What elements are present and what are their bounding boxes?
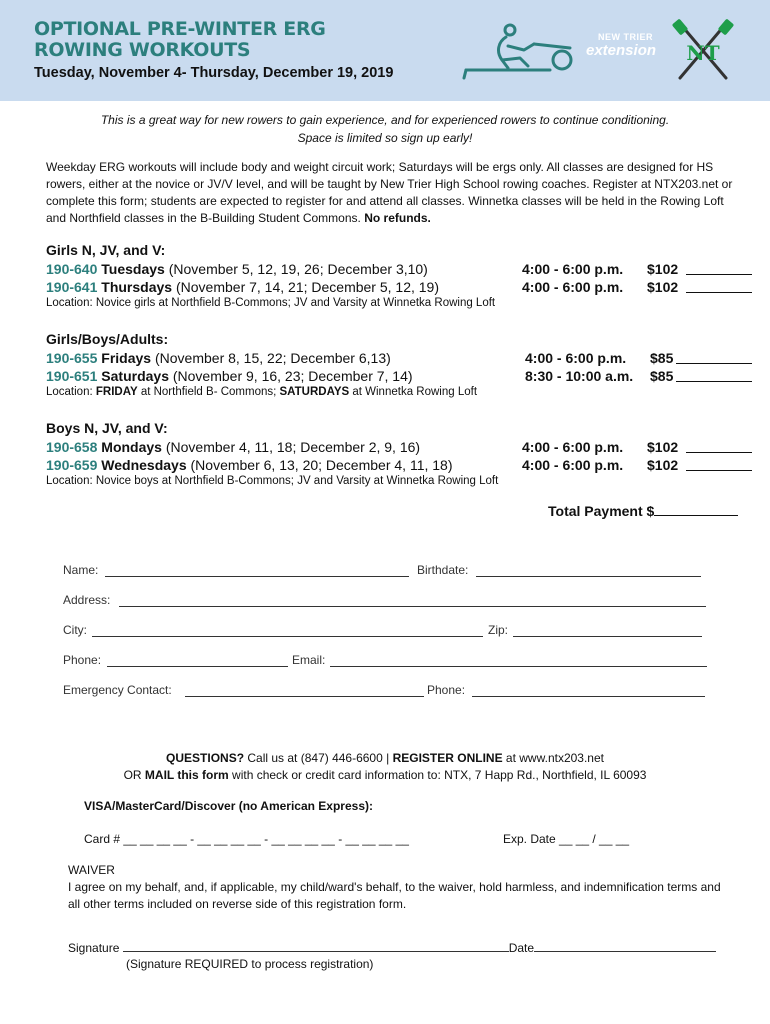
waiver-text: I agree on my behalf, and, if applicable, my child/ward's behalf, to the waiver, hold harmless, and indemnification terms and all other terms included on reverse side of this registration form. [68,880,721,911]
name-row [63,563,708,579]
class-dates: (November 9, 16, 23; December 7, 14) [172,368,413,384]
class-code: 190-651 [46,368,98,384]
signature-note: (Signature REQUIRED to process registration) [126,957,374,971]
accepted-cards: VISA/MasterCard/Discover (no American Express): [84,799,373,813]
waiver-heading: WAIVER [68,863,115,877]
program-description [46,159,736,227]
signature-label: Signature [68,941,120,955]
title-line-1: OPTIONAL PRE-WINTER ERG [34,18,326,40]
date-label: Date [508,941,535,955]
class-dates: (November 6, 13, 20; December 4, 11, 18) [190,457,453,473]
phone-label: Phone: [63,653,102,667]
class-time: 4:00 - 6:00 p.m. [525,350,627,366]
questions-line [40,750,730,767]
name-label: Name: [63,563,99,577]
mail-address-text: with check or credit card information to: NTX, 7 Happ Rd., Northfield, IL 60093 [228,768,647,782]
class-price: $102 [647,261,679,277]
total-payment-label: Total Payment $ [548,503,655,519]
address-label: Address: [63,593,111,607]
enroll-blank[interactable] [686,452,752,453]
mail-form-label: MAIL this form [144,768,229,782]
signature-field[interactable] [123,940,509,952]
class-day: Mondays [101,439,162,455]
emergency-phone-field[interactable] [472,696,705,697]
name-field[interactable] [105,576,409,577]
section-heading: Girls N, JV, and V: [46,242,166,258]
location-text: Location: [46,386,96,398]
section-location: Location: Novice boys at Northfield B-Commons; JV and Varsity at Winnetka Rowing Loft [46,475,499,487]
class-day: Saturdays [101,368,169,384]
class-dates: (November 7, 14, 21; December 5, 12, 19) [175,279,440,295]
class-row [46,438,756,456]
section-location: Location: Novice girls at Northfield B-Commons; JV and Varsity at Winnetka Rowing Loft [46,297,496,309]
class-time: 4:00 - 6:00 p.m. [522,261,624,277]
class-row [46,260,756,278]
enroll-blank[interactable] [676,363,752,364]
address-field[interactable] [119,606,706,607]
rower-icon [462,20,582,80]
class-price: $102 [647,279,679,295]
class-price: $85 [650,368,674,384]
class-time: 4:00 - 6:00 p.m. [522,457,624,473]
emergency-row [63,683,708,699]
emergency-phone-label: Phone: [427,683,466,697]
phone-field[interactable] [107,666,288,667]
class-day: Thursdays [101,279,173,295]
address-row [63,593,708,609]
description-text: Weekday ERG workouts will include body and weight circuit work; Saturdays will be ergs only. All classes are designed for HS rowers, either at the novice or JV/V level, and will be taught by New Trier High School rowing coaches. Register at NTX203.net or complete this form; students are expected to register for and attend all classes. Winnetka classes will be held in the Rowing Loft and Northfield classes in the B-Building Student Commons. [46,160,733,225]
intro-text: This is a great way for new rowers to gain experience, and for experienced rowers to continue conditioning. Space is limited so sign up early! [100,113,670,145]
email-label: Email: [292,653,326,667]
class-day: Fridays [101,350,152,366]
class-price: $102 [647,439,679,455]
total-payment [548,503,738,519]
date-field[interactable] [534,940,716,952]
signature-row [68,940,716,955]
city-label: City: [63,623,87,637]
logo-bottom-text: extension [586,42,657,59]
section-location [46,385,477,400]
location-text: at Winnetka Rowing Loft [349,386,478,398]
enroll-blank[interactable] [686,470,752,471]
class-price: $102 [647,457,679,473]
or-text: OR [123,768,145,782]
class-code: 190-641 [46,279,98,295]
class-code: 190-640 [46,261,98,277]
section-heading: Girls/Boys/Adults: [46,331,169,347]
email-field[interactable] [330,666,707,667]
page-title [34,19,326,61]
location-text: at Northfield B- Commons; [137,386,280,398]
zip-field[interactable] [513,636,702,637]
questions-label: QUESTIONS? [166,751,245,765]
card-number-field[interactable]: Card # __ __ __ __ - __ __ __ __ - __ __ __ __ - __ __ __ __ [84,832,409,846]
class-row [46,367,756,385]
location-day: SATURDAYS [279,386,350,398]
class-time: 4:00 - 6:00 p.m. [522,439,624,455]
class-day: Wednesdays [101,457,187,473]
enroll-blank[interactable] [676,381,752,382]
birthdate-label: Birthdate: [417,563,469,577]
new-trier-extension-logo [586,30,670,66]
nt-monogram: NT [686,41,720,65]
enroll-blank[interactable] [686,292,752,293]
location-day: FRIDAY [95,386,138,398]
logo-top-text: NEW TRIER [598,32,653,42]
register-online-link[interactable]: at www.ntx203.net [502,751,604,765]
emergency-contact-field[interactable] [185,696,424,697]
class-row [46,349,756,367]
enroll-blank[interactable] [686,274,752,275]
section-heading: Boys N, JV, and V: [46,420,168,436]
total-payment-blank[interactable] [654,503,738,516]
crossed-oars-icon [672,18,734,82]
city-field[interactable] [92,636,483,637]
header-banner [0,0,770,101]
questions-text: Call us at (847) 446-6600 | [244,751,393,765]
expiration-date-field[interactable]: Exp. Date __ __ / __ __ [503,832,630,846]
class-code: 190-659 [46,457,98,473]
title-line-2: ROWING WORKOUTS [34,39,251,61]
emergency-contact-label: Emergency Contact: [63,683,172,697]
class-time: 8:30 - 10:00 a.m. [525,368,634,384]
register-online-label: REGISTER ONLINE [392,751,503,765]
class-row [46,278,756,296]
class-code: 190-655 [46,350,98,366]
class-dates: (November 8, 15, 22; December 6,13) [154,350,391,366]
zip-label: Zip: [488,623,509,637]
class-code: 190-658 [46,439,98,455]
class-dates: (November 5, 12, 19, 26; December 3,10) [168,261,428,277]
class-day: Tuesdays [101,261,165,277]
contact-info [40,750,730,784]
class-dates: (November 4, 11, 18; December 2, 9, 16) [165,439,421,455]
mail-line [40,767,730,784]
class-price: $85 [650,350,674,366]
phone-email-row [63,653,708,669]
birthdate-field[interactable] [476,576,701,577]
no-refunds-text: No refunds. [364,211,431,225]
city-row [63,623,708,639]
program-dates: Tuesday, November 4- Thursday, December 19, 2019 [34,65,394,81]
class-time: 4:00 - 6:00 p.m. [522,279,624,295]
class-row [46,456,756,474]
